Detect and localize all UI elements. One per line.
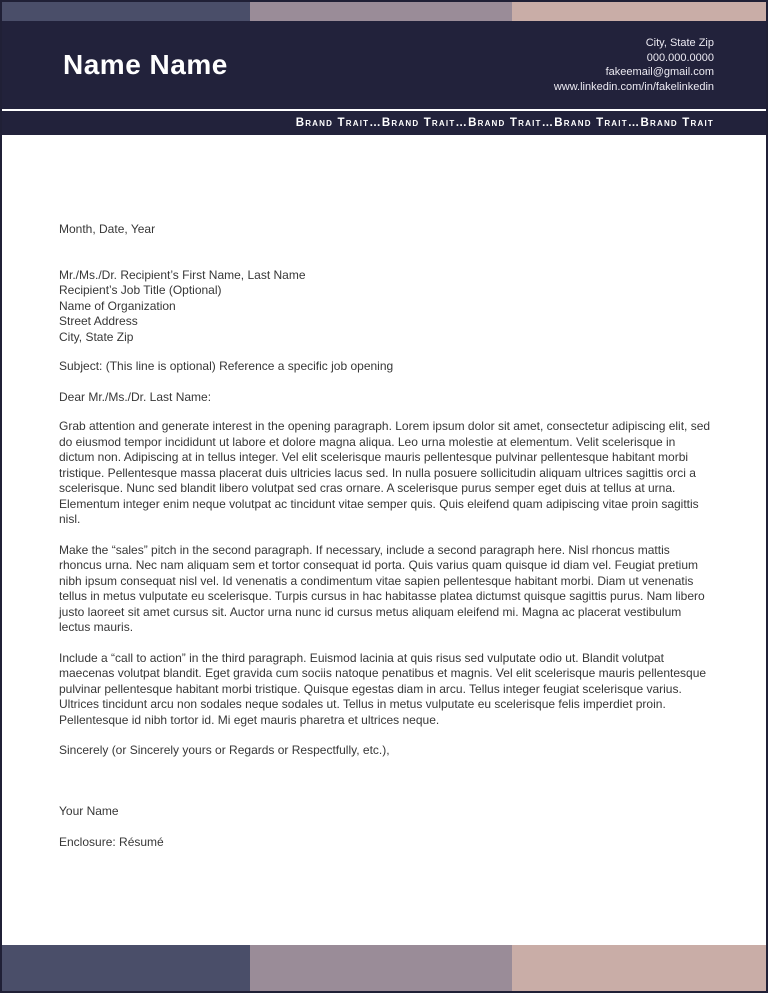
contact-line-linkedin: www.linkedin.com/in/fakelinkedin bbox=[553, 80, 714, 93]
contact-line-city: City, State Zip bbox=[645, 37, 714, 49]
recipient-line-job-title: Recipient’s Job Title (Optional) bbox=[59, 283, 222, 297]
bottom-accent-segment-slate bbox=[2, 945, 250, 991]
letter-body bbox=[2, 135, 766, 851]
recipient-line-organization: Name of Organization bbox=[59, 298, 176, 313]
recipient-line-street: Street Address bbox=[59, 314, 138, 328]
paragraph-call-to-action: Include a “call to action” in the third paragraph. Euismod lacinia at quis risus sed vulputate odio ut. Blandit volutpat maecenas volutpat blandit. Eget gravida cum sociis natoque penatibus et magnis. Vel elit scelerisque mauris pellentesque pulvinar pellentesque habitant morbi tristique. Quisque egestas diam in arcu. Tellus integer feugiat scelerisque varius. Ultrices tincidunt arcu non sodales neque sodales ut. Tellus in metus vulputate eu scelerisque felis imperdiet proin. Pellentesque id nibh tortor id. Mi eget mauris pharetra et ultrices neque. bbox=[59, 650, 707, 727]
closing-line: Sincerely (or Sincerely yours or Regards or Respectfully, etc.), bbox=[59, 743, 390, 757]
enclosure-line: Enclosure: Résumé bbox=[59, 835, 164, 849]
date-line: Month, Date, Year bbox=[59, 222, 156, 236]
bottom-accent-bar bbox=[2, 945, 766, 991]
page-title: Name Name bbox=[63, 49, 228, 80]
bottom-accent-segment-tan bbox=[512, 945, 766, 991]
top-accent-segment-tan bbox=[512, 2, 766, 21]
brand-trait-text: Brand Trait…Brand Trait…Brand Trait…Brand Trait…Brand Trait bbox=[295, 117, 714, 129]
recipient-block bbox=[59, 268, 714, 346]
salutation-line: Dear Mr./Ms./Dr. Last Name: bbox=[59, 389, 212, 404]
contact-line-email: fakeemail@gmail.com bbox=[605, 66, 714, 78]
top-accent-bar bbox=[2, 2, 766, 21]
subject-line: Subject: (This line is optional) Reference a specific job opening bbox=[59, 359, 394, 373]
top-accent-segment-mauve bbox=[250, 2, 512, 21]
signature-name: Your Name bbox=[59, 803, 119, 818]
top-accent-segment-slate bbox=[2, 2, 250, 21]
recipient-line-city: City, State Zip bbox=[59, 329, 134, 344]
contact-block bbox=[554, 36, 714, 94]
paragraph-opening: Grab attention and generate interest in the opening paragraph. Lorem ipsum dolor sit amet, consectetur adipiscing elit, sed do eiusmod tempor incididunt ut labore et dolore magna aliqua. Leo urna molestie at elementum. Velit scelerisque in dictum non. Adipiscing at in tellus integer. Vel elit scelerisque mauris pellentesque pulvinar pellentesque habitant morbi tristique. Pellentesque massa placerat duis ultricies lacus sed. In nulla posuere sollicitudin aliquam ultrices sagittis orci a scelerisque. Nunc sed blandit libero volutpat sed cras ornare. A scelerisque purus semper eget duis at tellus at urna. Elementum integer enim neque volutpat ac tincidunt vitae semper quis. Quis eleifend quam adipiscing vitae proin sagittis nisl. bbox=[59, 419, 711, 526]
bottom-accent-segment-mauve bbox=[250, 945, 512, 991]
paragraph-sales-pitch: Make the “sales” pitch in the second paragraph. If necessary, include a second paragraph here. Nisl rhoncus mattis rhoncus urna. Nec nam aliquam sem et tortor consequat id porta. Quis varius quam quisque id diam vel. Feugiat pretium nibh ipsum consequat nisl vel. Id venenatis a condimentum vitae sapien pellentesque habitant morbi. Diam ut venenatis tellus in metus vulputate eu scelerisque. Turpis cursus in hac habitasse platea dictumst quisque sagittis purus. Nam libero justo laoreet sit amet cursus sit. Auctor urna nunc id cursus metus aliquam eleifend mi. Magna ac placerat vestibulum lectus mauris. bbox=[59, 542, 705, 634]
masthead bbox=[2, 21, 766, 109]
brand-trait-bar bbox=[2, 111, 766, 135]
recipient-line-name: Mr./Ms./Dr. Recipient’s First Name, Last Name bbox=[59, 267, 306, 282]
contact-line-phone: 000.000.0000 bbox=[646, 51, 714, 64]
